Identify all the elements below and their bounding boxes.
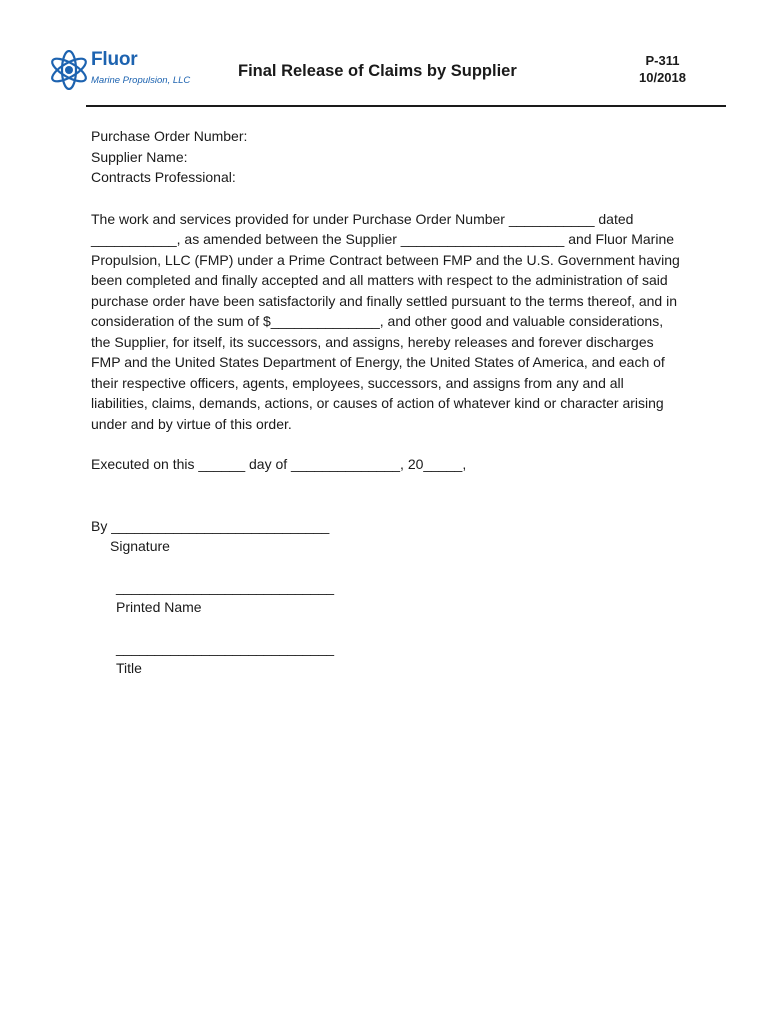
info-fields <box>91 126 681 188</box>
purchase-order-number-field[interactable]: Purchase Order Number: <box>91 128 248 144</box>
signature-label: Signature <box>110 538 170 554</box>
title-line[interactable]: ____________________________ <box>116 639 335 656</box>
logo-subtitle: Marine Propulsion, LLC <box>91 75 191 86</box>
document-body <box>91 126 681 679</box>
header-divider <box>86 105 726 107</box>
supplier-name-field[interactable]: Supplier Name: <box>91 148 188 165</box>
form-number: P-311 <box>645 53 680 68</box>
revision-date: 10/2018 <box>639 70 686 85</box>
signature-block <box>91 516 681 679</box>
document-header <box>48 48 726 106</box>
page-title: Final Release of Claims by Supplier <box>238 62 517 80</box>
printed-name-line[interactable]: ____________________________ <box>116 578 335 595</box>
signature-by-line[interactable]: By ____________________________ <box>91 517 330 534</box>
printed-name-label: Printed Name <box>116 599 202 615</box>
form-code <box>639 52 686 86</box>
executed-date-line[interactable]: Executed on this ______ day of ______________, 20_____, <box>91 456 467 472</box>
logo-name: Fluor <box>91 49 138 70</box>
release-paragraph[interactable]: The work and services provided for under Purchase Order Number ___________ dated ___________, as amended between the Supplier _____________________ and Fluor Marine Propulsion, LLC (FMP) under a Prime Contract between FMP and the U.S. Government having been completed and finally accepted and all matters with respect to the administration of said purchase order have been satisfactorily and finally settled pursuant to the terms thereof, and in consideration of the sum of $______________, and other good and valuable considerations, the Supplier, for itself, its successors, and assigns, hereby releases and forever discharges FMP and the United States Department of Energy, the United States of America, and each of their respective officers, agents, employees, successors, and assigns from any and all liabilities, claims, demands, actions, or causes of action of whatever kind or character arising under and by virtue of this order. <box>91 210 680 432</box>
contracts-professional-field[interactable]: Contracts Professional: <box>91 169 236 185</box>
atom-icon <box>48 50 90 90</box>
title-label: Title <box>116 660 142 676</box>
company-logo <box>48 48 198 92</box>
